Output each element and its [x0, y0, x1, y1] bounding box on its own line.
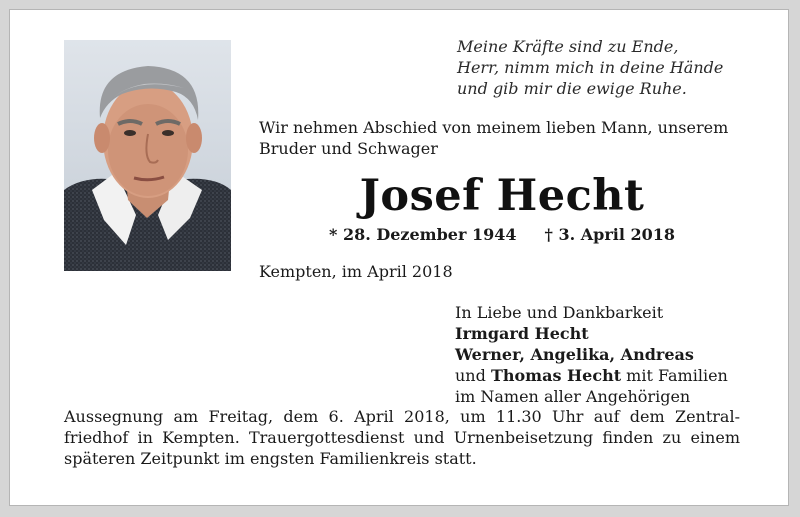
intro-line: Bruder und Schwager — [259, 139, 438, 158]
service-notice — [64, 406, 740, 469]
intro-line: Wir nehmen Abschied von meinem lieben Mann, unserem — [259, 118, 729, 137]
portrait-illustration — [64, 40, 231, 271]
signer-line: im Namen aller Angehörigen — [455, 387, 691, 406]
signer-line — [455, 365, 785, 386]
signer-name: Irmgard Hecht — [455, 324, 589, 343]
signers — [455, 302, 785, 407]
verse-line: Meine Kräfte sind zu Ende, — [457, 37, 679, 56]
deceased-name: Josef Hecht — [359, 171, 645, 221]
notice-line: späteren Zeitpunkt im engsten Familienkreis statt. — [64, 449, 477, 468]
farewell-intro — [259, 117, 779, 159]
signer-suffix: mit Familien — [621, 366, 728, 385]
portrait-photo — [64, 40, 231, 271]
signer-connector: und — [455, 366, 491, 385]
birth-date: * 28. Dezember 1944 — [329, 225, 517, 244]
notice-line: friedhof in Kempten. Trauergottesdienst und Urnenbeisetzung finden zu einem — [64, 428, 740, 447]
verse — [457, 36, 787, 99]
place-and-date: Kempten, im April 2018 — [259, 262, 453, 281]
signer-name: Thomas Hecht — [490, 366, 622, 385]
signer-names: Werner, Angelika, Andreas — [455, 345, 694, 364]
death-date: † 3. April 2018 — [544, 225, 675, 244]
obituary-card — [9, 9, 789, 506]
verse-line: und gib mir die ewige Ruhe. — [457, 79, 687, 98]
verse-line: Herr, nimm mich in deine Hände — [457, 58, 724, 77]
life-dates — [256, 224, 748, 246]
notice-line: Aussegnung am Freitag, dem 6. April 2018, um 11.30 Uhr auf dem Zentral- — [64, 407, 740, 426]
signer-line: In Liebe und Dankbarkeit — [455, 303, 664, 322]
